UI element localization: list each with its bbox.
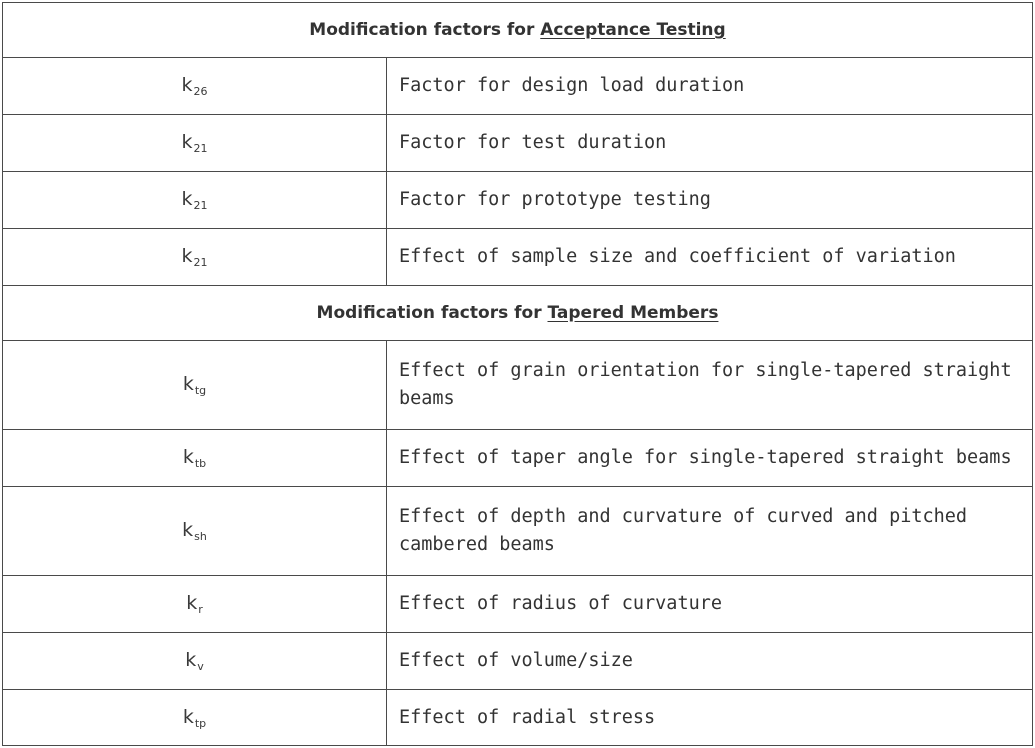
factor-subscript: 21 — [193, 142, 208, 155]
factor-subscript: tg — [194, 384, 207, 397]
table-row — [3, 633, 1033, 690]
table-row — [3, 341, 1033, 430]
factor-symbol: $k_{tp}$ — [3, 690, 387, 746]
table-row — [3, 172, 1033, 229]
table-row — [3, 229, 1033, 286]
table-row — [3, 115, 1033, 172]
factor-subscript: 21 — [193, 199, 208, 212]
section-title — [3, 3, 1033, 58]
section-title-prefix: Modification factors for — [309, 20, 541, 40]
factor-subscript: 21 — [193, 256, 208, 269]
factor-description: Factor for design load duration — [387, 58, 1033, 115]
factor-symbol: $k_{tg}$ — [3, 341, 387, 430]
factor-subscript: 26 — [193, 85, 208, 98]
table-row — [3, 58, 1033, 115]
factor-subscript: v — [197, 660, 204, 673]
section-title-highlight: Tapered Members — [547, 303, 719, 323]
factor-symbol: $k_r$ — [3, 576, 387, 633]
factor-description: Factor for test duration — [387, 115, 1033, 172]
table-row — [3, 430, 1033, 487]
factor-subscript: tp — [194, 716, 207, 730]
factor-symbol: $k_{21}$ — [3, 229, 387, 286]
factor-symbol: $k_{tb}$ — [3, 430, 387, 487]
table-row — [3, 487, 1033, 576]
factor-subscript: tb — [194, 457, 207, 470]
factor-description: Effect of volume/size — [387, 633, 1033, 690]
factor-description: Effect of radial stress — [387, 690, 1033, 746]
factor-description: Effect of radius of curvature — [387, 576, 1033, 633]
factor-symbol: $k_{sh}$ — [3, 487, 387, 576]
factor-description: Effect of grain orientation for single-tapered straight beams — [387, 341, 1033, 430]
modification-factors-table — [2, 2, 1033, 746]
factor-subscript: sh — [194, 530, 207, 543]
factor-description: Effect of taper angle for single-tapered straight beams — [387, 430, 1033, 487]
table-row — [3, 690, 1033, 746]
factor-description: Effect of depth and curvature of curved and pitched cambered beams — [387, 487, 1033, 576]
factor-symbol: $k_v$ — [3, 633, 387, 690]
factor-symbol: $k_{26}$ — [3, 58, 387, 115]
section-title — [3, 286, 1033, 341]
section-title-highlight: Acceptance Testing — [540, 20, 726, 40]
section-header-tapered-members — [3, 286, 1033, 341]
factor-symbol: $k_{21}$ — [3, 115, 387, 172]
factor-symbol: $k_{21}$ — [3, 172, 387, 229]
section-header-acceptance-testing — [3, 3, 1033, 58]
table-row — [3, 576, 1033, 633]
factor-description: Factor for prototype testing — [387, 172, 1033, 229]
factor-subscript: r — [198, 603, 203, 616]
factor-description: Effect of sample size and coefficient of variation — [387, 229, 1033, 286]
section-title-prefix: Modification factors for — [316, 303, 548, 323]
